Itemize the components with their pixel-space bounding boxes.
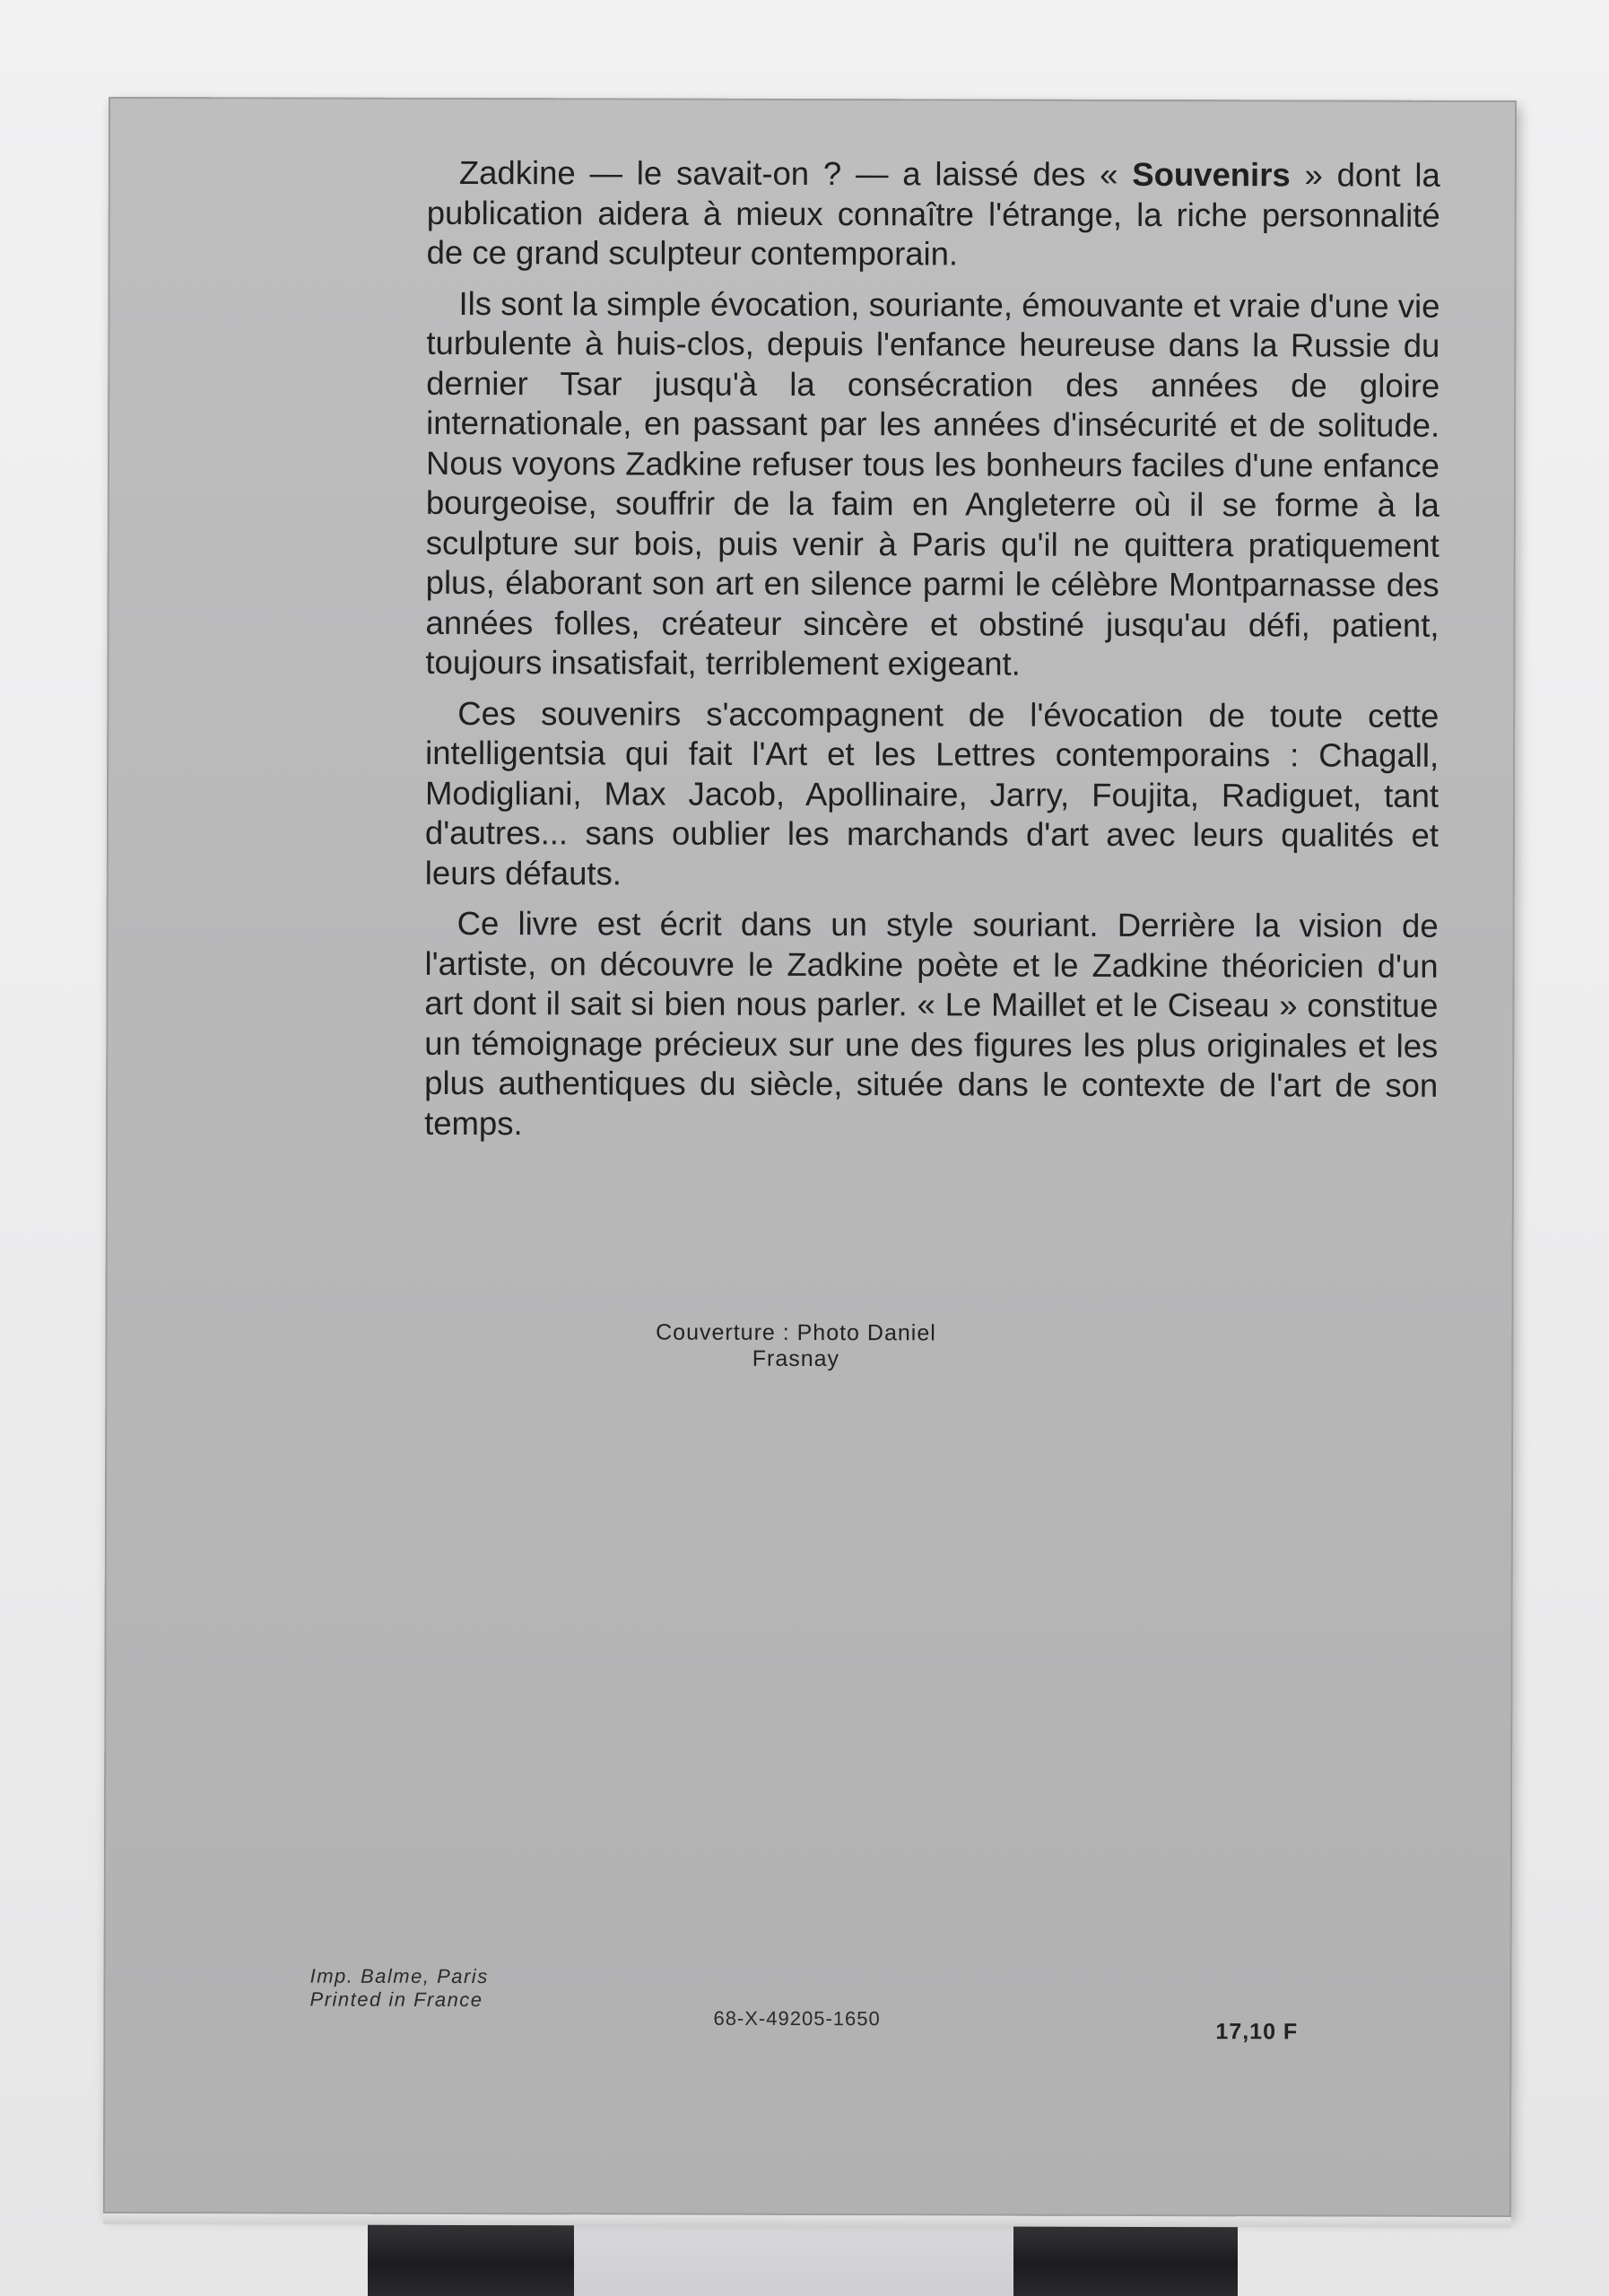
blurb-paragraph-1-rest: » dont la publication aidera à mieux connaître l'étrange, la riche personnalité de ce grand sculpteur contemporain. xyxy=(426,156,1440,273)
blurb-paragraph-4: Ce livre est écrit dans un style souriant. Derrière la vision de l'artiste, on découvre le Zadkine poète et le Zadkine théoricien d'un art dont il sait si bien nous parler. « Le Maillet et le Ciseau » constitue un témoignage précieux sur une des figures les plus originales et les plus authentiques du siècle, située dans le contexte de l'art de son temps. xyxy=(424,904,1439,1142)
printer-line-1: Imp. Balme, Paris xyxy=(309,1964,489,1988)
souvenirs-emphasis: Souvenirs xyxy=(1132,155,1291,194)
blurb-paragraph-1-intro: Zadkine — le savait-on ? — a laissé des « xyxy=(458,153,1133,193)
book-stand-left xyxy=(368,2213,574,2296)
blurb-paragraph-2: Ils sont la simple évocation, souriante, émouvante et vraie d'une vie turbulente à huis-clos, depuis l'enfance heureuse dans la Russie du dernier Tsar jusqu'à la consécration des années de gloire internationale, en passant par les années d'insécurité et de solitude. Nous voyons Zadkine refuser tous les bonheurs faciles d'une enfance bourgeoise, souffrir de la faim en Angleterre où il se forme à la sculpture sur bois, puis venir à Paris qu'il ne quittera pratiquement plus, élaborant son art en silence parmi le célèbre Montparnasse des années folles, créateur sincère et obstiné jusqu'au défi, patient, toujours insatisfait, terriblement exigeant. xyxy=(425,284,1440,683)
blurb-paragraph-3: Ces souvenirs s'accompagnent de l'évocation de toute cette intelligentsia qui fait l'Art et les Lettres contemporains : Chagall, Modigliani, Max Jacob, Apollinaire, Jarry, Foujita, Radiguet, tant d'autres... sans oublier les marchands d'art avec leurs qualités et leurs défauts. xyxy=(424,694,1439,891)
printer-line-2: Printed in France xyxy=(309,1987,483,2012)
blurb-paragraph-1 xyxy=(427,153,1440,275)
price-label: 17,10 F xyxy=(1215,2019,1299,2045)
cover-photo-credit: Couverture : Photo Daniel Frasnay xyxy=(656,1319,936,1372)
catalog-number: 68-X-49205-1650 xyxy=(713,2006,881,2031)
book-stand-gap xyxy=(574,2215,1013,2296)
back-cover-blurb xyxy=(424,153,1440,1157)
printer-imprint xyxy=(310,1965,489,2013)
book-back-cover xyxy=(103,97,1517,2217)
